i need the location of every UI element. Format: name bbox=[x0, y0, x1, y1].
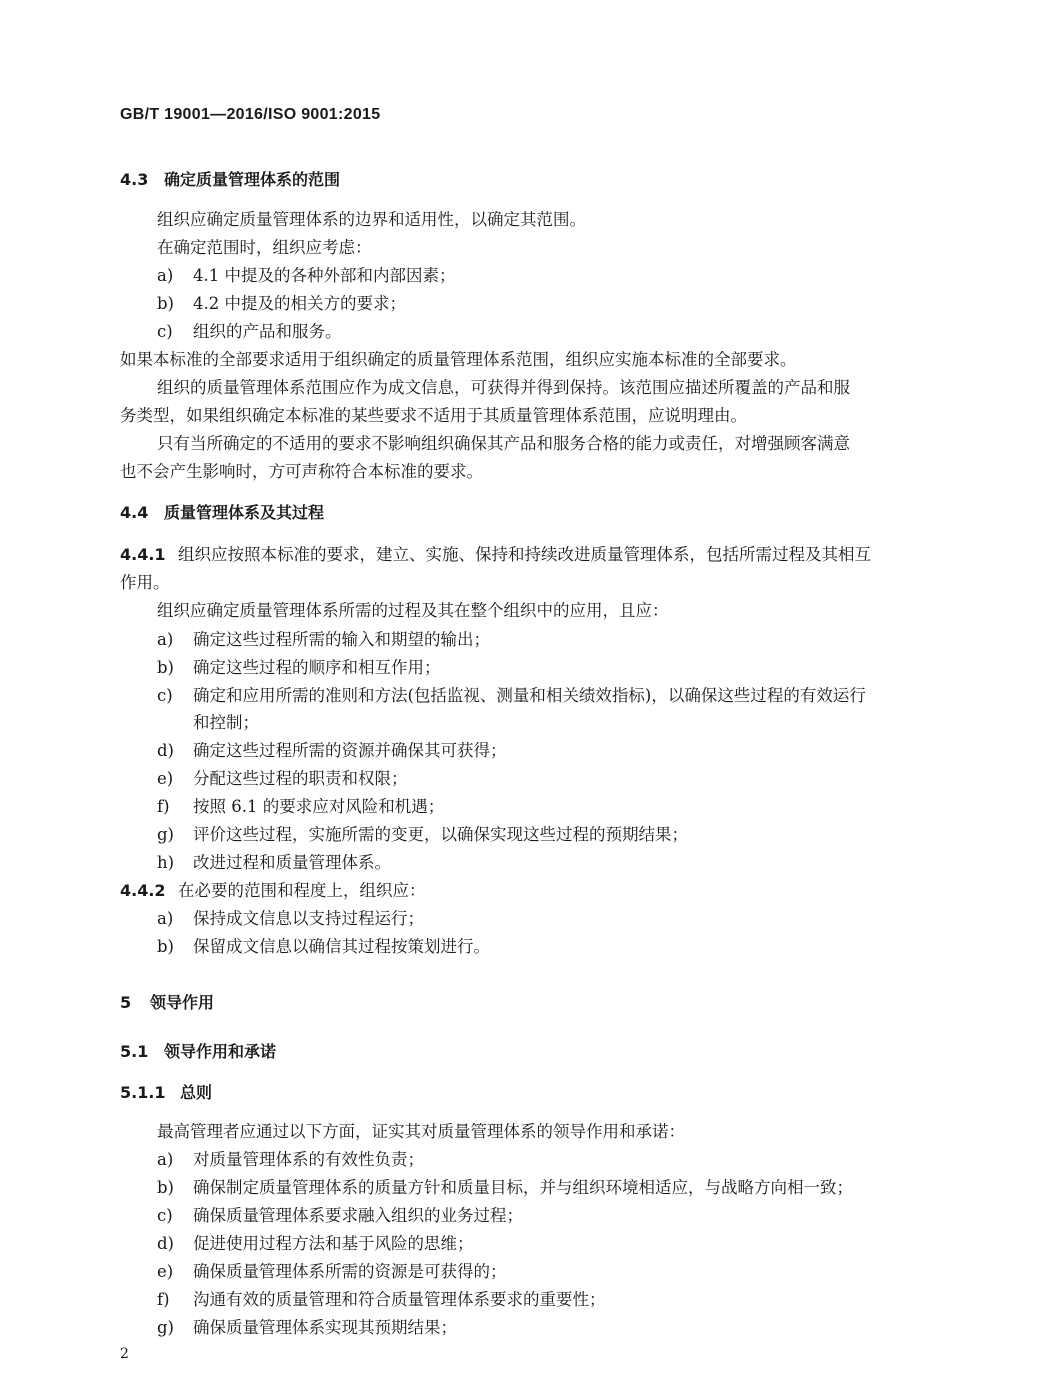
list-marker: a) bbox=[157, 266, 174, 285]
list-marker: g) bbox=[157, 1318, 174, 1337]
paragraph-continued: 作用。 bbox=[120, 573, 170, 592]
list-text: 改进过程和质量管理体系。 bbox=[193, 853, 391, 872]
list-marker: d) bbox=[157, 741, 174, 760]
list-item bbox=[157, 937, 490, 957]
list-text: 组织的产品和服务。 bbox=[193, 322, 342, 341]
section-number: 5.1.1 bbox=[120, 1083, 166, 1102]
list-text: 确定这些过程所需的资源并确保其可获得； bbox=[193, 741, 507, 760]
clause-4-4-2 bbox=[120, 881, 426, 901]
list-marker: e) bbox=[157, 1262, 174, 1281]
clause-text: 组织应按照本标准的要求，建立、实施、保持和持续改进质量管理体系，包括所需过程及其相互 bbox=[178, 545, 871, 564]
list-marker: e) bbox=[157, 769, 174, 788]
paragraph: 如果本标准的全部要求适用于组织确定的质量管理体系范围，组织应实施本标准的全部要求。 bbox=[120, 350, 797, 369]
list-text: 分配这些过程的职责和权限； bbox=[193, 769, 408, 788]
list-marker: a) bbox=[157, 909, 174, 928]
list-marker: b) bbox=[157, 658, 174, 677]
list-item bbox=[157, 1318, 457, 1338]
list-item bbox=[157, 797, 444, 817]
list-text: 和控制； bbox=[193, 713, 259, 732]
list-item bbox=[157, 853, 391, 873]
section-number: 4.4 bbox=[120, 503, 149, 522]
list-text: 评价这些过程，实施所需的变更，以确保实现这些过程的预期结果； bbox=[193, 825, 688, 844]
list-item bbox=[157, 1150, 424, 1170]
list-item bbox=[157, 741, 507, 761]
section-heading-4-4 bbox=[120, 503, 324, 523]
list-marker: f) bbox=[157, 1290, 170, 1309]
list-marker: b) bbox=[157, 1178, 174, 1197]
list-marker: c) bbox=[157, 1206, 173, 1225]
list-item bbox=[157, 1206, 523, 1226]
list-item bbox=[157, 1290, 606, 1310]
list-text: 沟通有效的质量管理和符合质量管理体系要求的重要性； bbox=[193, 1290, 606, 1309]
list-text: 确保质量管理体系要求融入组织的业务过程； bbox=[193, 1206, 523, 1225]
paragraph: 只有当所确定的不适用的要求不影响组织确保其产品和服务合格的能力或责任，对增强顾客满意 bbox=[157, 434, 850, 453]
page-number: 2 bbox=[120, 1346, 129, 1362]
list-marker: g) bbox=[157, 825, 174, 844]
list-text: 按照 6.1 的要求应对风险和机遇； bbox=[193, 797, 445, 816]
list-marker: b) bbox=[157, 937, 174, 956]
clause-number: 4.4.2 bbox=[120, 881, 166, 900]
list-item bbox=[157, 909, 424, 929]
list-item bbox=[157, 825, 688, 845]
list-marker: h) bbox=[157, 853, 175, 872]
list-marker: a) bbox=[157, 1150, 174, 1169]
section-heading-4-3 bbox=[120, 170, 340, 190]
paragraph: 在确定范围时，组织应考虑： bbox=[157, 238, 372, 257]
list-item-continued bbox=[157, 713, 259, 733]
section-heading-5-1-1 bbox=[120, 1083, 212, 1103]
list-marker: c) bbox=[157, 686, 173, 705]
list-item bbox=[157, 1262, 507, 1282]
list-text: 促进使用过程方法和基于风险的思维； bbox=[193, 1234, 474, 1253]
paragraph: 组织应确定质量管理体系的边界和适用性，以确定其范围。 bbox=[157, 210, 586, 229]
list-text: 保留成文信息以确信其过程按策划进行。 bbox=[193, 937, 490, 956]
list-item bbox=[157, 266, 456, 286]
list-text: 确定和应用所需的准则和方法(包括监视、测量和相关绩效指标)，以确保这些过程的有效运行 bbox=[193, 686, 866, 705]
paragraph-continued: 也不会产生影响时，方可声称符合本标准的要求。 bbox=[120, 462, 483, 481]
list-item bbox=[157, 322, 342, 342]
list-marker: f) bbox=[157, 797, 170, 816]
section-title: 总则 bbox=[180, 1083, 213, 1102]
section-title: 领导作用和承诺 bbox=[164, 1042, 277, 1061]
list-marker: c) bbox=[157, 322, 173, 341]
list-text: 4.1 中提及的各种外部和内部因素； bbox=[193, 266, 456, 285]
list-text: 确保质量管理体系实现其预期结果； bbox=[193, 1318, 457, 1337]
section-number: 5 bbox=[120, 993, 132, 1012]
list-marker: a) bbox=[157, 630, 174, 649]
list-text: 确定这些过程所需的输入和期望的输出； bbox=[193, 630, 490, 649]
standard-header: GB/T 19001—2016/ISO 9001:2015 bbox=[120, 106, 381, 123]
list-item bbox=[157, 630, 490, 650]
section-title: 确定质量管理体系的范围 bbox=[164, 170, 341, 189]
list-marker: d) bbox=[157, 1234, 174, 1253]
list-text: 4.2 中提及的相关方的要求； bbox=[193, 294, 406, 313]
list-text: 保持成文信息以支持过程运行； bbox=[193, 909, 424, 928]
paragraph-continued: 务类型，如果组织确定本标准的某些要求不适用于其质量管理体系范围，应说明理由。 bbox=[120, 406, 747, 425]
paragraph: 组织的质量管理体系范围应作为成文信息，可获得并得到保持。该范围应描述所覆盖的产品和服 bbox=[157, 378, 850, 397]
list-item bbox=[157, 769, 408, 789]
list-marker: b) bbox=[157, 294, 174, 313]
section-heading-5 bbox=[120, 993, 214, 1013]
paragraph: 组织应确定质量管理体系所需的过程及其在整个组织中的应用，且应： bbox=[157, 601, 669, 620]
section-heading-5-1 bbox=[120, 1042, 276, 1062]
clause-4-4-1 bbox=[120, 545, 871, 565]
list-text: 对质量管理体系的有效性负责； bbox=[193, 1150, 424, 1169]
section-number: 4.3 bbox=[120, 170, 149, 189]
section-title: 质量管理体系及其过程 bbox=[164, 503, 325, 522]
section-number: 5.1 bbox=[120, 1042, 149, 1061]
list-item bbox=[157, 686, 866, 706]
clause-text: 在必要的范围和程度上，组织应： bbox=[178, 881, 426, 900]
section-title: 领导作用 bbox=[150, 993, 215, 1012]
list-item bbox=[157, 658, 441, 678]
clause-number: 4.4.1 bbox=[120, 545, 166, 564]
list-text: 确保制定质量管理体系的质量方针和质量目标，并与组织环境相适应，与战略方向相一致； bbox=[193, 1178, 853, 1197]
list-text: 确定这些过程的顺序和相互作用； bbox=[193, 658, 441, 677]
paragraph: 最高管理者应通过以下方面，证实其对质量管理体系的领导作用和承诺： bbox=[157, 1122, 685, 1141]
list-item bbox=[157, 294, 406, 314]
list-item bbox=[157, 1178, 853, 1198]
list-item bbox=[157, 1234, 474, 1254]
list-text: 确保质量管理体系所需的资源是可获得的； bbox=[193, 1262, 507, 1281]
